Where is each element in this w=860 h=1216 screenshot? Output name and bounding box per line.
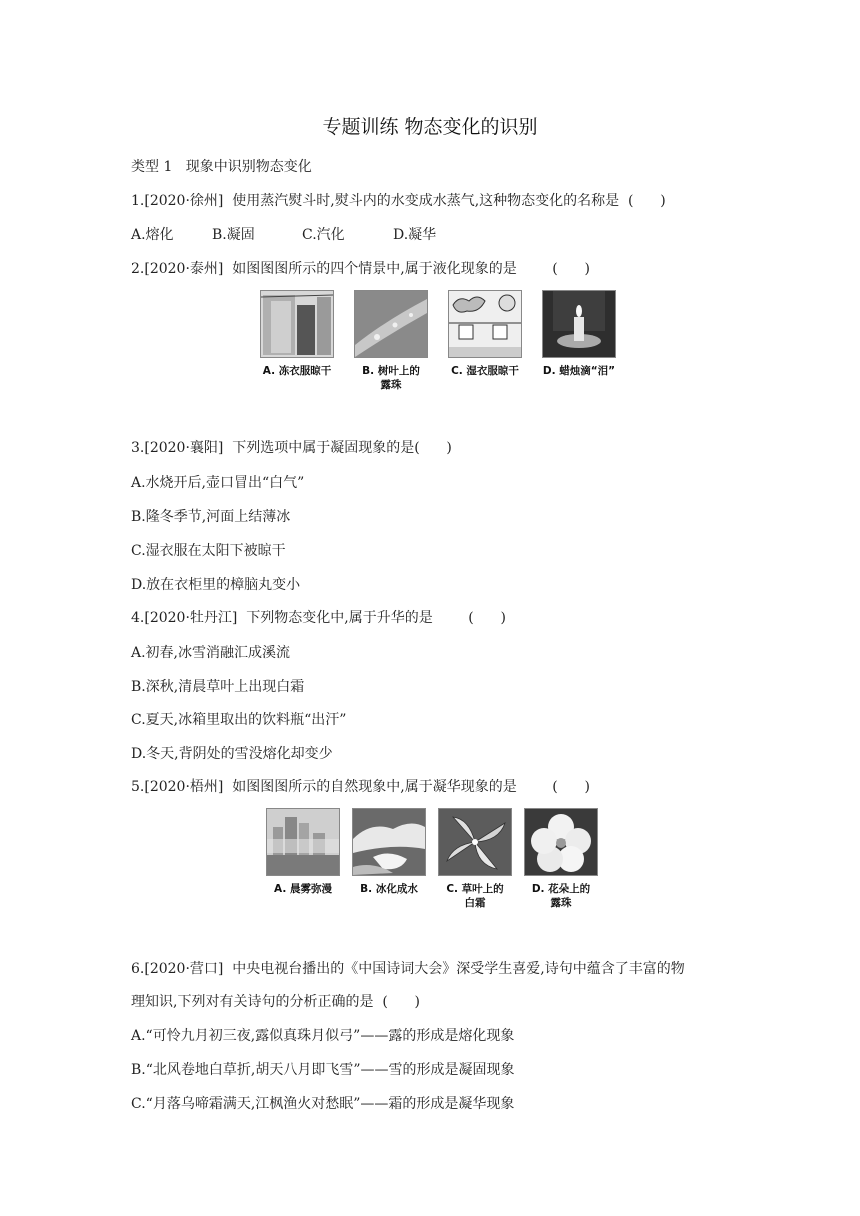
wet-clothes-drawing [448, 290, 522, 358]
question-6-option-b: B.“北风卷地白草折,胡天八月即飞雪”——雪的形成是凝固现象 [131, 1062, 515, 1078]
morning-fog-photo [266, 808, 340, 876]
question-1-stem: 1.[2020·徐州] 使用蒸汽熨斗时,熨斗内的水变成水蒸气,这种物态变化的名称是 ( ) [131, 193, 666, 209]
page-title: 专题训练 物态变化的识别 [322, 116, 538, 138]
option-b: B.凝固 [212, 227, 255, 243]
question-4-option-d: D.冬天,背阴处的雪没熔化却变少 [131, 746, 333, 762]
question-4-stem: 4.[2020·牡丹江] 下列物态变化中,属于升华的是 ( ) [131, 610, 506, 626]
question-3-option-c: C.湿衣服在太阳下被晾干 [131, 543, 286, 559]
figure-option-a [250, 290, 344, 392]
figure-caption-d: D. 蜡烛滴“泪” [542, 365, 616, 377]
figure-option-d [518, 808, 604, 910]
dew-on-flower-photo [524, 808, 598, 876]
question-4-option-b: B.深秋,清晨草叶上出现白霜 [131, 679, 305, 695]
option-d: D.凝华 [393, 227, 437, 243]
melting-ice-photo [352, 808, 426, 876]
candle-photo [542, 290, 616, 358]
question-2-stem: 2.[2020·泰州] 如图图图所示的四个情景中,属于液化现象的是 ( ) [131, 261, 590, 277]
question-6-stem-line-1: 6.[2020·营口] 中央电视台播出的《中国诗词大会》深受学生喜爱,诗句中蕴含了丰富的物 [131, 961, 685, 977]
frozen-clothes-photo [260, 290, 334, 358]
option-c: C.汽化 [302, 227, 345, 243]
figure-option-b [344, 290, 438, 392]
figure-caption-a: A. 晨雾弥漫 [274, 883, 332, 895]
figure-caption-c: C. 湿衣服晾干 [451, 365, 519, 377]
figure-caption-b: B. 冰化成水 [360, 883, 418, 895]
figure-option-b [346, 808, 432, 910]
figure-option-d [532, 290, 626, 392]
question-3-option-d: D.放在衣柜里的樟脑丸变小 [131, 577, 301, 593]
question-3-stem: 3.[2020·襄阳] 下列选项中属于凝固现象的是( ) [131, 440, 452, 456]
question-4-option-c: C.夏天,冰箱里取出的饮料瓶“出汗” [131, 712, 347, 728]
figure-caption-a: A. 冻衣服晾干 [262, 365, 332, 377]
question-6-option-c: C.“月落乌啼霜满天,江枫渔火对愁眠”——霜的形成是凝华现象 [131, 1096, 515, 1112]
figure-option-a [260, 808, 346, 910]
question-5-stem: 5.[2020·梧州] 如图图图所示的自然现象中,属于凝华现象的是 ( ) [131, 779, 590, 795]
question-6-option-a: A.“可怜九月初三夜,露似真珠月似弓”——露的形成是熔化现象 [131, 1028, 515, 1044]
figure-option-c [438, 290, 532, 392]
section-heading: 类型 1 现象中识别物态变化 [131, 159, 312, 175]
option-a: A.熔化 [131, 227, 174, 243]
question-2-figure [250, 290, 626, 392]
figure-caption-c: C. 草叶上的 白霜 [446, 883, 504, 909]
frost-on-leaves-photo [438, 808, 512, 876]
question-1-options [131, 225, 436, 245]
question-4-option-a: A.初春,冰雪消融汇成溪流 [131, 645, 291, 661]
question-5-figure [260, 808, 604, 910]
question-3-option-a: A.水烧开后,壶口冒出“白气” [131, 475, 305, 491]
figure-caption-b: B. 树叶上的 露珠 [362, 365, 420, 391]
dew-on-leaf-photo [354, 290, 428, 358]
figure-caption-d: D. 花朵上的 露珠 [531, 883, 591, 909]
figure-option-c [432, 808, 518, 910]
question-6-stem-line-2: 理知识,下列对有关诗句的分析正确的是 ( ) [131, 994, 420, 1010]
question-3-option-b: B.隆冬季节,河面上结薄冰 [131, 509, 291, 525]
